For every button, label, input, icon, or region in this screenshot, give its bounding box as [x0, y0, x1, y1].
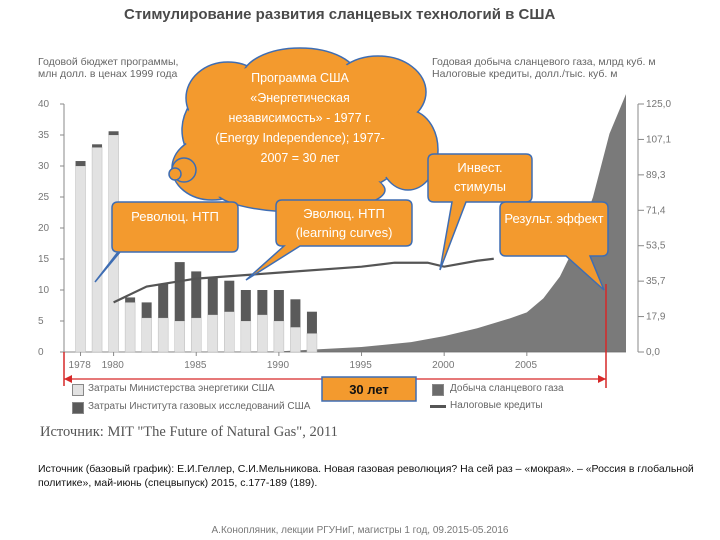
- doe-bar: [290, 327, 300, 352]
- left-tick-label: 15: [38, 254, 50, 265]
- gri-bar: [142, 302, 152, 318]
- tax-credit-line: [114, 259, 494, 303]
- legend-doe-swatch: [72, 384, 84, 396]
- invest-callout-text: Инвест. стимулы: [454, 160, 506, 194]
- left-tick-label: 20: [38, 223, 50, 234]
- right-tick-label: 17,9: [646, 311, 666, 323]
- left-tick-label: 35: [38, 130, 50, 141]
- gri-bar: [257, 290, 267, 315]
- right-axis-title: Годовая добыча сланцевого газа, млрд куб. м Налоговые кредиты, долл./тыс. куб. м: [432, 56, 656, 80]
- legend-credit-label: Налоговые кредиты: [450, 400, 543, 411]
- left-tick-label: 0: [38, 347, 44, 358]
- gri-bar: [76, 161, 86, 166]
- legend-credit-swatch: [430, 405, 446, 408]
- base-source-caption: Источник (базовый график): Е.И.Геллер, С.И.Мельникова. Новая газовая революция? На сей раз – «мокрая». – «Россия в глобальной политике», май-июнь (спецвыпуск) 2015, с.177-189 (189).: [38, 463, 694, 489]
- left-tick-label: 5: [38, 316, 44, 327]
- right-tick-label: 71,4: [646, 205, 666, 217]
- right-tick-label: 107,1: [646, 134, 672, 146]
- right-tick-label: 89,3: [646, 169, 666, 181]
- gri-bar: [158, 284, 168, 318]
- gri-bar: [307, 312, 317, 334]
- thought-bubble-2: [169, 168, 181, 180]
- gri-bar: [241, 290, 251, 321]
- doe-bar: [241, 321, 251, 352]
- x-tick-label: 1990: [266, 360, 290, 371]
- x-tick-label: 1985: [184, 360, 207, 371]
- left-tick-label: 25: [38, 192, 50, 203]
- footer-credit: А.Конопляник, лекции РГУНиГ, магистры 1 год, 09.2015-05.2016: [211, 525, 509, 536]
- legend-doe-label: Затраты Министерства энергетики США: [88, 383, 275, 394]
- gri-bar: [109, 131, 119, 135]
- doe-bar: [307, 333, 317, 352]
- gri-bar: [92, 144, 102, 147]
- left-tick-label: 40: [38, 99, 50, 110]
- arrow-head-left: [64, 375, 72, 383]
- gri-bar: [125, 297, 135, 302]
- right-tick-label: 125,0: [646, 99, 672, 110]
- left-tick-label: 30: [38, 161, 50, 172]
- right-tick-label: 53,5: [646, 240, 666, 252]
- gri-bar: [274, 290, 284, 321]
- doe-bar: [125, 302, 135, 352]
- legend-gri-swatch: [72, 402, 84, 414]
- doe-bar: [142, 318, 152, 352]
- evolution-callout-text: Эволюц. НТП (learning curves): [295, 206, 393, 240]
- program-callout-text: Программа США «Энергетическая независимость» - 1977 г. (Energy Independence); 1977-2007 = 30 лет: [215, 71, 385, 165]
- legend-shale-swatch: [432, 384, 444, 396]
- x-tick-label: 1980: [101, 360, 124, 371]
- doe-bar: [224, 312, 234, 352]
- gri-bar: [290, 299, 300, 327]
- gri-bar: [224, 281, 234, 312]
- right-tick-label: 35,7: [646, 276, 666, 288]
- x-tick-label: 1995: [349, 360, 372, 371]
- gri-bar: [175, 262, 185, 321]
- page-title: Стимулирование развития сланцевых технологий в США: [124, 6, 556, 23]
- revolution-callout-text: Революц. НТП: [131, 209, 219, 224]
- left-tick-label: 10: [38, 285, 50, 296]
- doe-bar: [76, 166, 86, 352]
- doe-bar: [191, 318, 201, 352]
- doe-bar: [92, 147, 102, 352]
- doe-bar: [175, 321, 185, 352]
- doe-bar: [208, 315, 218, 352]
- right-tick-label: 0,0: [646, 347, 660, 358]
- x-tick-label: 1978: [68, 360, 91, 371]
- gri-bar: [208, 278, 218, 315]
- doe-bar: [257, 315, 267, 352]
- x-tick-label: 2000: [432, 360, 455, 371]
- chart-source: Источник: MIT "The Future of Natural Gas", 2011: [40, 424, 338, 440]
- x-tick-label: 2005: [514, 360, 538, 371]
- thirty-years-label: 30 лет: [349, 382, 389, 397]
- legend-gri-label: Затраты Института газовых исследований США: [88, 401, 311, 412]
- result-callout-text: Результ. эффект: [504, 211, 604, 226]
- arrow-head-right: [598, 375, 606, 383]
- left-axis-title: Годовой бюджет программы, млн долл. в ценах 1999 года: [38, 56, 179, 80]
- doe-bar: [158, 318, 168, 352]
- doe-bar: [274, 321, 284, 352]
- legend-shale-label: Добыча сланцевого газа: [450, 383, 564, 394]
